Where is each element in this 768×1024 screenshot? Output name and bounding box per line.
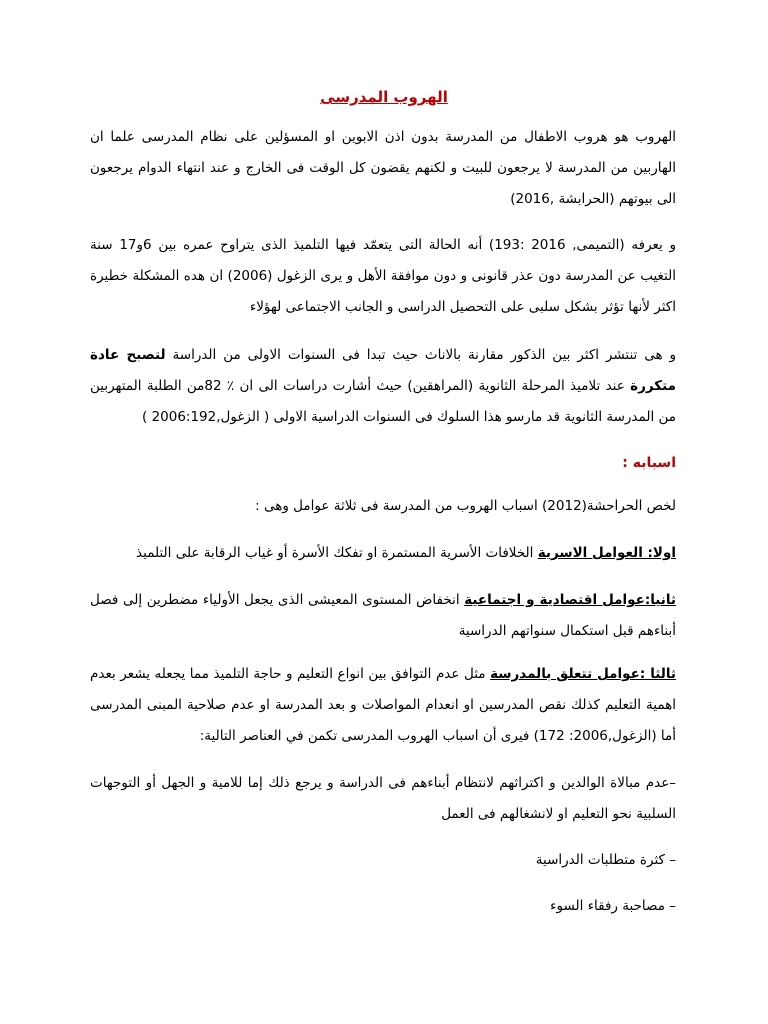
third-factor bbox=[90, 659, 676, 752]
spread-text-emphasis: لتصبح عادة متكررة bbox=[90, 347, 676, 394]
second-factor bbox=[90, 585, 676, 647]
definition-paragraph: الهروب هو هروب الاطفال من المدرسة بدون اذن الابوين او المسؤلين على نظام المدرسى علما ان الهاربين من المدرسة لا يرجعون للبيت و لكنهم يقضون كل الوقت فى الخارج و عند انتهاء الدوام يرجعون الى بيوتهم (الحرابشة ,2016) bbox=[90, 129, 676, 207]
summary-line: لخص الحراحشة(2012) اسباب الهروب من المدرسة فى ثلاثة عوامل وهى : bbox=[255, 498, 676, 514]
third-factor-text: مثل عدم التوافق بين انواع التعليم و حاجة التلميذ مما يجعله يشعر بعدم اهمية التعليم كذلك نقص المدرسين او انعدام المواصلات و بعد المدرسة او عدم صلاحية المبنى المدرسى أما (الزغول,2006: 172) فيرى أن اسباب الهروب المدرسى تكمن في العناصر التالية: bbox=[90, 666, 676, 744]
first-factor-text: الخلافات الأسرية المستمرة او تفكك الأسرة أو غياب الرقابة على التلميذ bbox=[136, 545, 538, 561]
bullet-item: – كثرة متطلبات الدراسية bbox=[535, 852, 676, 868]
second-factor-text: انخفاض المستوى المعيشى الذى يجعل الأولياء مضطرين إلى فصل أبناءهم قبل استكمال سنواتهم الدراسية bbox=[90, 592, 676, 639]
spread-text-c: عند تلاميذ المرحلة الثانوية (المراهقين) حيث أشارت دراسات الى ان ٪ 82من الطلبة المتهربين من المدرسة الثانوية قد مارسو هذا السلوك فى السنوات الدراسية الاولى ( الزغول,2006:192 ) bbox=[90, 378, 676, 425]
causes-heading: اسبابه : bbox=[622, 455, 676, 471]
second-factor-label: ثانيا:عوامل اقتصادية و اجتماعية bbox=[464, 592, 676, 608]
spread-text-a: و هى تنتشر اكثر بين الذكور مقارنة بالاناث حيث تبدا فى السنوات الاولى من الدراسة bbox=[165, 347, 676, 363]
bullet-item: – مصاحبة رفقاء السوء bbox=[550, 898, 676, 914]
first-factor-label: اولا: العوامل الاسرية bbox=[537, 545, 676, 561]
bullet-item: –عدم مبالاة الوالدين و اكتراثهم لانتظام أبناءهم فى الدراسة و يرجع ذلك إما للامية و الجهل أو التوجهات السلبية نحو التعليم او لانشغالهم فى العمل bbox=[90, 775, 676, 822]
tamimi-paragraph: و يعرفه (التميمى, 2016 :193) أنه الحالة التى يتعمّد فيها التلميذ الذى يتراوح عمره بين 6و17 سنة التغيب عن المدرسة دون عذر قانونى و دون موافقة الأهل و يرى الزغول (2006) ان هده المشكلة خطيرة اكثر لأنها تؤثر بشكل سلبى على التحصيل الدراسى و الجانب الاجتماعى لهؤلاء bbox=[90, 237, 677, 315]
spread-paragraph bbox=[90, 340, 676, 433]
first-factor bbox=[90, 538, 676, 569]
document-title: الهروب المدرسى bbox=[320, 88, 448, 106]
third-factor-label: ثالثا :عوامل تتعلق بالمدرسة bbox=[490, 666, 676, 682]
